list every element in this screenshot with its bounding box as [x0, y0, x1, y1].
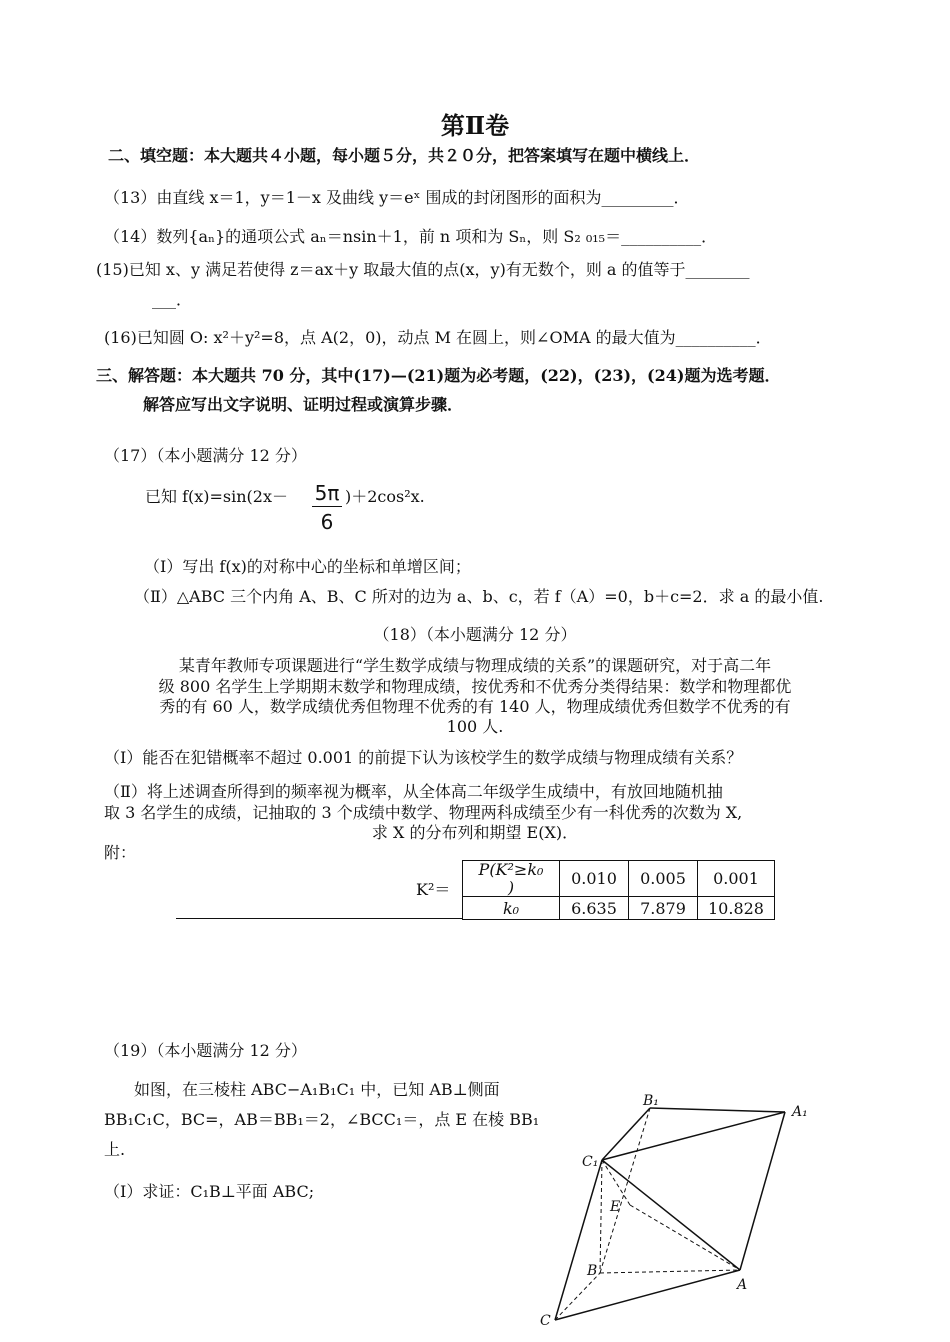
table-cell: 0.010 — [560, 861, 629, 897]
fill-blank-header: 二、填空题：本大题共４小题，每小题５分，共２０分，把答案填写在题中横线上． — [108, 146, 701, 165]
table-cell: 6.635 — [560, 897, 629, 920]
table-row — [463, 897, 775, 920]
edge-B1B — [600, 1108, 650, 1273]
label-E: E — [610, 1199, 621, 1215]
edge-B1A1 — [650, 1108, 785, 1112]
question-18-para-line3: 秀的有 60 人，数学成绩优秀但物理不优秀的有 140 人，物理成绩优秀但数学不优秀的有 — [159, 697, 791, 716]
table-baseline — [176, 918, 462, 919]
label-B: B — [587, 1263, 598, 1279]
question-19-title: （19）（本小题满分 12 分） — [104, 1041, 307, 1060]
question-19-part1: （Ⅰ）求证：C₁B⊥平面 ABC; — [104, 1182, 315, 1201]
table-header-line2: ) — [507, 877, 515, 897]
edge-CA — [555, 1270, 740, 1320]
question-18-para-line1: 某青年教师专项课题进行“学生数学成绩与物理成绩的关系”的课题研究，对于高二年 — [178, 656, 772, 675]
edge-C1C — [555, 1160, 602, 1320]
label-B1: B₁ — [643, 1093, 659, 1109]
edge-C1B — [600, 1160, 602, 1273]
question-15-line2: ___． — [152, 290, 193, 309]
edge-C1A1 — [602, 1112, 785, 1160]
critical-value-table — [462, 860, 775, 920]
edge-C1A — [602, 1160, 740, 1270]
question-15-line1: (15)已知 x、y 满足若使得 z＝ax＋y 取最大值的点(x，y)有无数个，则 a 的值等于________ — [96, 260, 750, 279]
question-18-part2-line3: 求 X 的分布列和期望 E(X)． — [371, 823, 579, 842]
question-17-part1: （Ⅰ）写出 f(x)的对称中心的坐标和单增区间； — [144, 557, 471, 576]
edge-A1A — [740, 1112, 785, 1270]
label-A1: A₁ — [792, 1104, 808, 1120]
solve-header-line2: 解答应写出文字说明、证明过程或演算步骤． — [143, 395, 464, 414]
table-cell: 0.001 — [698, 861, 775, 897]
table-row — [463, 861, 775, 897]
question-17-part2: （Ⅱ）△ABC 三个内角 A、B、C 所对的边为 a、b、c，若 f（A）=0，b＋c=2．求 a 的最小值. — [134, 587, 824, 606]
table-row-header-p — [463, 861, 560, 897]
question-19-line2: BB₁C₁C，BC=，AB＝BB₁＝2，∠BCC₁＝，点 E 在棱 BB₁ — [104, 1110, 540, 1129]
edge-C1B1 — [602, 1108, 650, 1160]
label-C: C — [540, 1313, 551, 1329]
fraction-denominator: 6 — [320, 510, 334, 534]
table-header-line1: P(K²≥k₀ — [478, 860, 544, 879]
edge-BA — [600, 1270, 740, 1273]
question-19-line3: 上. — [104, 1140, 126, 1159]
section-title: 第Ⅱ卷 — [440, 111, 510, 140]
appendix-label: 附： — [104, 843, 137, 862]
solve-header-line1: 三、解答题：本大题共 70 分，其中(17)—(21)题为必考题，(22)，(23)，(24)题为选考题． — [96, 366, 781, 385]
question-17-formula-prefix: 已知 f(x)=sin(2x－ — [145, 487, 289, 506]
question-18-para-line4: 100 人. — [446, 717, 504, 736]
question-17-fraction — [312, 480, 342, 537]
label-C1: C₁ — [582, 1154, 599, 1170]
question-14: （14）数列{aₙ}的通项公式 aₙ＝nsin＋1，前 n 项和为 Sₙ，则 S₂ ₀₁₅＝__________． — [104, 227, 718, 246]
question-18-para-line2: 级 800 名学生上学期期末数学和物理成绩，按优秀和不优秀分类得结果：数学和物理都优 — [158, 677, 792, 696]
question-17-formula-suffix: )＋2cos²x. — [345, 487, 425, 506]
question-18-part2-line2: 取 3 名学生的成绩，记抽取的 3 个成绩中数学、物理两科成绩至少有一科优秀的次数为 X, — [104, 803, 743, 822]
table-cell: 7.879 — [629, 897, 698, 920]
table-row-header-k: k₀ — [463, 897, 560, 920]
table-cell: 10.828 — [698, 897, 775, 920]
label-A: A — [737, 1277, 748, 1293]
question-19-line1: 如图，在三棱柱 ABC−A₁B₁C₁ 中，已知 AB⊥侧面 — [134, 1080, 500, 1099]
question-18-part1: （Ⅰ）能否在犯错概率不超过 0.001 的前提下认为该校学生的数学成绩与物理成绩有关系？ — [104, 748, 743, 767]
question-18-part2-line1: （Ⅱ）将上述调查所得到的频率视为概率，从全体高二年级学生成绩中，有放回地随机抽 — [104, 782, 723, 801]
k2-label: K²＝ — [416, 880, 451, 899]
table-cell: 0.005 — [629, 861, 698, 897]
question-16: (16)已知圆 O: x²＋y²=8，点 A(2，0)，动点 M 在圆上，则∠OMA 的最大值为__________． — [104, 328, 772, 347]
fraction-numerator: 5π — [312, 480, 342, 507]
edge-EA — [630, 1205, 740, 1270]
question-17-title: （17）（本小题满分 12 分） — [104, 446, 307, 465]
prism-figure — [530, 1085, 830, 1335]
question-18-title: （18）（本小题满分 12 分） — [373, 625, 577, 644]
question-13: （13）由直线 x＝1，y＝1－x 及曲线 y＝eˣ 围成的封闭图形的面积为_________． — [104, 188, 690, 207]
